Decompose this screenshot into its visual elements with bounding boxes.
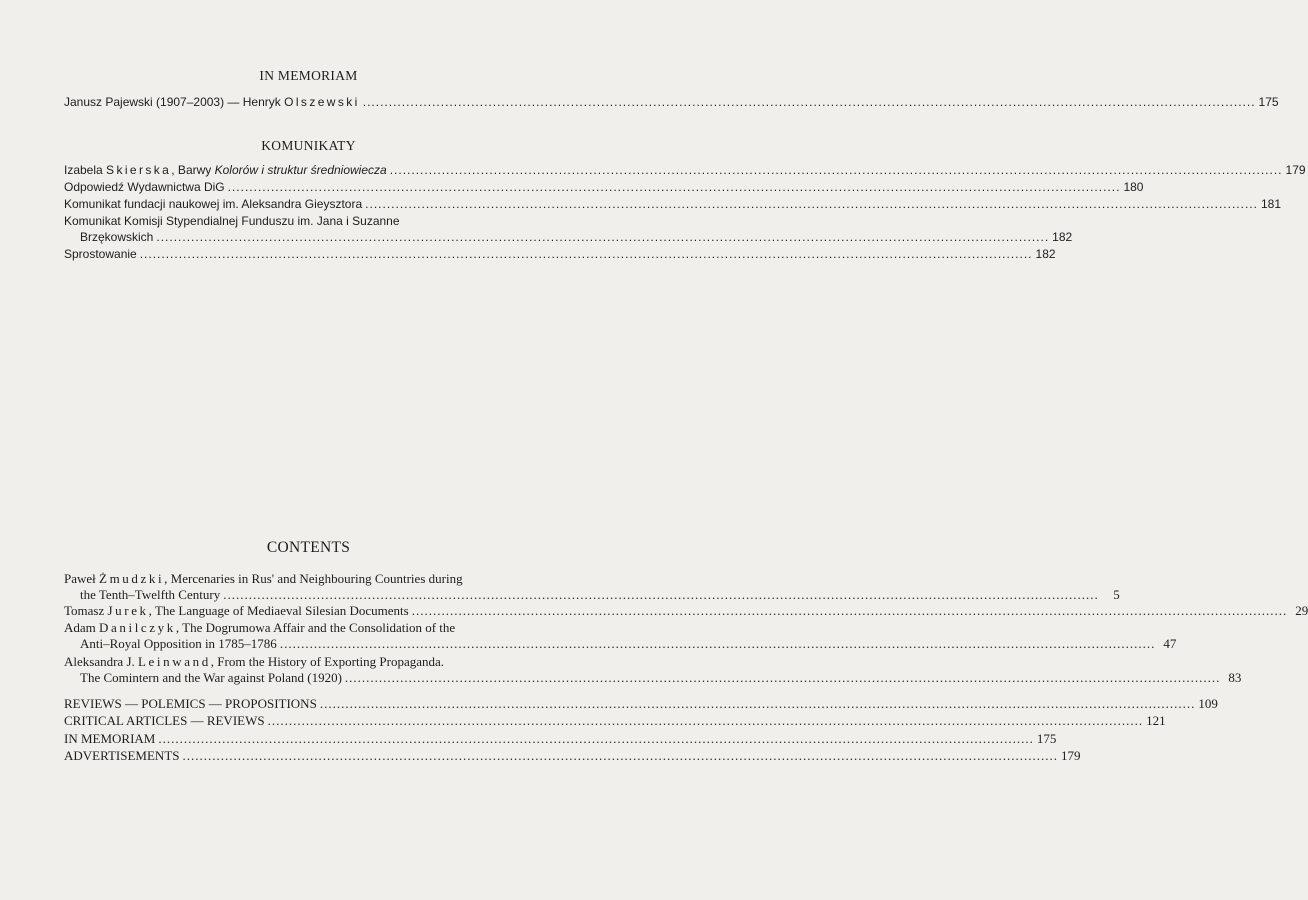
- entry-title-line1: , The Dogrumowa Affair and the Consolidation of the: [175, 620, 456, 635]
- toc-section-critical: [64, 713, 1166, 729]
- toc-entry-skierska: [64, 163, 1306, 179]
- toc-entry-fundacja: [64, 197, 1281, 213]
- page-number: 109: [1198, 696, 1218, 711]
- toc-entry-leinwand: [64, 654, 1242, 685]
- entry-title: , Barwy: [171, 163, 212, 177]
- section-title: CRITICAL ARTICLES — REVIEWS: [64, 713, 265, 728]
- toc-section-memoriam: [64, 731, 1057, 747]
- dot-leader: [365, 197, 1258, 213]
- page-number: 121: [1146, 713, 1166, 728]
- page-number: 179: [1285, 163, 1306, 177]
- page-number: 175: [1258, 95, 1279, 109]
- in-memoriam-heading: IN MEMORIAM: [259, 68, 358, 83]
- entry-author-spaced: Skierska: [106, 163, 172, 177]
- toc-entry-zmudzki: [64, 571, 1120, 602]
- entry-author-spaced: Leinwand: [138, 654, 211, 669]
- contents-heading: CONTENTS: [266, 539, 351, 556]
- entry-author-spaced: Danilczyk: [99, 620, 176, 635]
- entry-title-line1: , From the History of Exporting Propaganda.: [210, 654, 445, 669]
- entry-author-spaced: Jurek: [107, 603, 149, 618]
- page-number: 182: [1052, 229, 1073, 244]
- entry-title-line1: Komunikat Komisji Stypendialnej Funduszu im. Jana i Suzanne: [64, 214, 400, 228]
- toc-entry-sprostowanie: [64, 247, 1056, 263]
- entry-title-italic: Kolorów i struktur średniowiecza: [214, 163, 387, 177]
- entry-title: Sprostowanie: [64, 247, 137, 261]
- toc-entry-komisja: [64, 214, 1073, 245]
- section-title: ADVERTISEMENTS: [64, 748, 180, 763]
- dot-leader: [228, 180, 1121, 196]
- entry-author-spaced: Olszewski: [284, 95, 360, 109]
- entry-author: Paweł: [64, 571, 96, 586]
- entry-title-line2: Anti–Royal Opposition in 1785–1786: [80, 635, 277, 651]
- page-number: 47: [1163, 635, 1177, 651]
- entry-author: Aleksandra J.: [64, 654, 135, 669]
- entry-author-spaced: Żmudzki: [99, 571, 165, 586]
- dot-leader: [268, 713, 1144, 729]
- toc-entry-danilczyk: [64, 620, 1177, 651]
- komunikaty-heading: KOMUNIKATY: [261, 138, 356, 153]
- page-number: 180: [1123, 180, 1144, 194]
- entry-author: Izabela: [64, 163, 103, 177]
- page-number: 181: [1260, 197, 1281, 211]
- dot-leader: [412, 603, 1288, 619]
- entry-title-line2: The Comintern and the War against Poland (1920): [80, 669, 342, 685]
- toc-section-ads: [64, 748, 1081, 764]
- toc-entry-jurek: [64, 603, 1308, 619]
- entry-title: Odpowiedź Wydawnictwa DiG: [64, 180, 225, 194]
- dot-leader: [320, 696, 1196, 712]
- dot-leader: [156, 230, 1049, 246]
- entry-author: Janusz Pajewski (1907–2003) — Henryk: [64, 95, 281, 109]
- dot-leader: [223, 587, 1099, 603]
- dot-leader: [390, 163, 1283, 179]
- section-title: REVIEWS — POLEMICS — PROPOSITIONS: [64, 696, 317, 711]
- entry-author: Tomasz: [64, 603, 105, 618]
- page-number: 182: [1035, 247, 1056, 261]
- dot-leader: [183, 748, 1059, 764]
- page-number: 29: [1295, 603, 1308, 618]
- entry-title-line2: the Tenth–Twelfth Century: [80, 586, 221, 602]
- dot-leader: [158, 731, 1034, 747]
- entry-author: Adam: [64, 620, 96, 635]
- entry-title: , The Language of Mediaeval Silesian Documents: [148, 603, 409, 618]
- toc-entry-odpowiedz: [64, 180, 1144, 196]
- entry-title: Komunikat fundacji naukowej im. Aleksandra Gieysztora: [64, 197, 363, 211]
- dot-leader: [140, 247, 1033, 263]
- dot-leader: [345, 670, 1221, 686]
- entry-title-line2: Brzękowskich: [80, 229, 154, 244]
- toc-entry-pajewski: [64, 95, 1279, 111]
- dot-leader: [363, 95, 1256, 111]
- section-title: IN MEMORIAM: [64, 731, 156, 746]
- page-number: 83: [1228, 669, 1242, 685]
- page-number: 179: [1061, 748, 1081, 763]
- page-number: 175: [1036, 731, 1057, 746]
- page-number: 5: [1113, 586, 1120, 602]
- dot-leader: [280, 636, 1156, 652]
- entry-title-line1: , Mercenaries in Rus' and Neighbouring Countries during: [164, 571, 463, 586]
- toc-section-reviews: [64, 696, 1218, 712]
